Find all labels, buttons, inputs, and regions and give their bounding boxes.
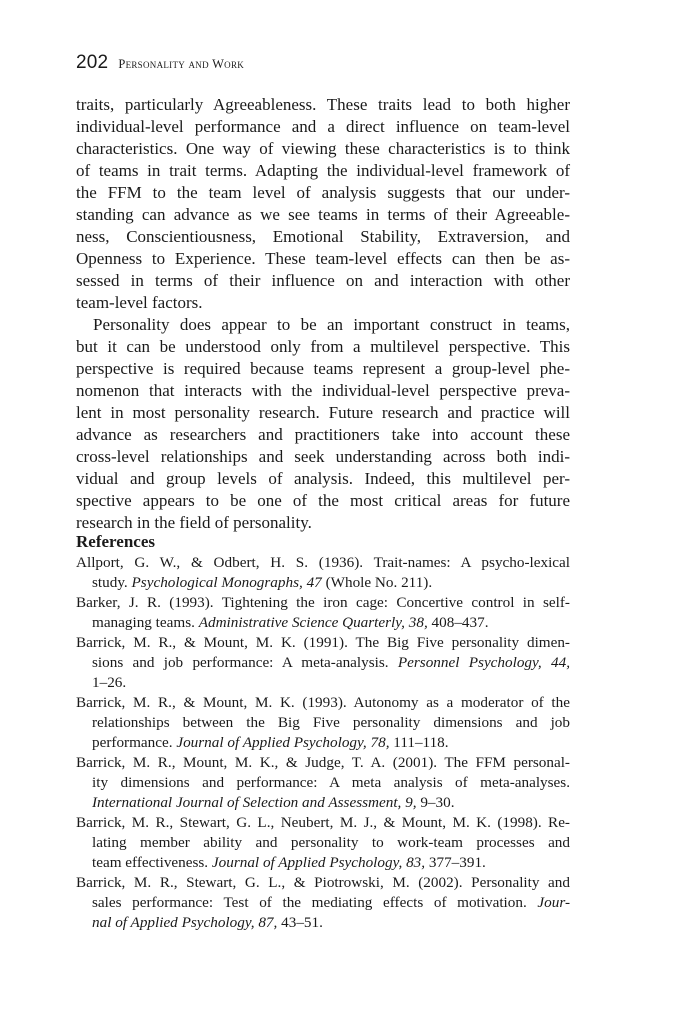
- body-line: of teams in trait terms. Adapting the individual-level framework of: [76, 161, 570, 180]
- reference-line: Barrick, M. R., & Mount, M. K. (1991). The Big Five personality dimen-: [76, 634, 570, 651]
- reference-entry: [76, 633, 570, 693]
- reference-line: Barrick, M. R., Stewart, G. L., & Piotrowski, M. (2002). Personality and: [76, 874, 570, 891]
- reference-line: managing teams. Administrative Science Quarterly, 38, 408–437.: [92, 614, 489, 631]
- reference-line: team effectiveness. Journal of Applied Psychology, 83, 377–391.: [92, 854, 486, 871]
- body-line: team-level factors.: [76, 293, 203, 312]
- body-line: the FFM to the team level of analysis suggests that our under-: [76, 183, 570, 202]
- body-line: but it can be understood only from a multilevel perspective. This: [76, 337, 570, 356]
- reference-entry: [76, 553, 570, 593]
- references-section: [76, 531, 570, 933]
- body-line: Openness to Experience. These team-level effects can then be as-: [76, 249, 570, 268]
- reference-entry: [76, 873, 570, 933]
- body-line: Personality does appear to be an important construct in teams,: [93, 315, 570, 334]
- page-number: 202: [76, 52, 109, 73]
- reference-line: Barrick, M. R., Stewart, G. L., Neubert, M. J., & Mount, M. K. (1998). Re-: [76, 814, 570, 831]
- running-title: Personality and Work: [118, 57, 245, 71]
- reference-line: Barrick, M. R., & Mount, M. K. (1993). Autonomy as a moderator of the: [76, 694, 570, 711]
- reference-line: sions and job performance: A meta-analysis. Personnel Psychology, 44,: [92, 654, 570, 671]
- reference-line: lating member ability and personality to work-team processes and: [92, 834, 570, 851]
- page-header: [76, 52, 244, 76]
- body-line: advance as researchers and practitioners take into account these: [76, 425, 570, 444]
- body-line: standing can advance as we see teams in terms of their Agreeable-: [76, 205, 570, 224]
- body-line: lent in most personality research. Future research and practice will: [76, 403, 570, 422]
- reference-line: performance. Journal of Applied Psychology, 78, 111–118.: [92, 734, 449, 751]
- body-line: spective appears to be one of the most critical areas for future: [76, 491, 570, 510]
- reference-entry: [76, 753, 570, 813]
- reference-line: International Journal of Selection and Assessment, 9, 9–30.: [92, 794, 455, 811]
- body-text: [76, 94, 570, 534]
- body-line: sessed in terms of their influence on and interaction with other: [76, 271, 570, 290]
- reference-line: sales performance: Test of the mediating effects of motivation. Jour-: [92, 894, 570, 911]
- body-line: cross-level relationships and seek understanding across both indi-: [76, 447, 570, 466]
- reference-line: relationships between the Big Five personality dimensions and job: [92, 714, 570, 731]
- body-line: ness, Conscientiousness, Emotional Stability, Extraversion, and: [76, 227, 570, 246]
- body-line: traits, particularly Agreeableness. These traits lead to both higher: [76, 95, 570, 114]
- reference-line: Barker, J. R. (1993). Tightening the iron cage: Concertive control in self-: [76, 594, 570, 611]
- reference-line: 1–26.: [92, 674, 127, 691]
- reference-entry: [76, 813, 570, 873]
- body-line: nomenon that interacts with the individual-level perspective preva-: [76, 381, 570, 400]
- reference-line: nal of Applied Psychology, 87, 43–51.: [92, 914, 323, 931]
- body-line: vidual and group levels of analysis. Indeed, this multilevel per-: [76, 469, 570, 488]
- reference-line: study. Psychological Monographs, 47 (Whole No. 211).: [92, 574, 433, 591]
- body-line: perspective is required because teams represent a group-level phe-: [76, 359, 570, 378]
- body-line: individual-level performance and a direct influence on team-level: [76, 117, 570, 136]
- reference-entry: [76, 593, 570, 633]
- reference-entry: [76, 693, 570, 753]
- reference-line: Allport, G. W., & Odbert, H. S. (1936). Trait-names: A psycho-lexical: [76, 554, 570, 571]
- reference-line: Barrick, M. R., Mount, M. K., & Judge, T. A. (2001). The FFM personal-: [76, 754, 570, 771]
- body-line: research in the field of personality.: [76, 513, 312, 532]
- reference-line: ity dimensions and performance: A meta analysis of meta-analyses.: [92, 774, 570, 791]
- body-line: characteristics. One way of viewing these characteristics is to think: [76, 139, 570, 158]
- references-heading: References: [76, 532, 155, 551]
